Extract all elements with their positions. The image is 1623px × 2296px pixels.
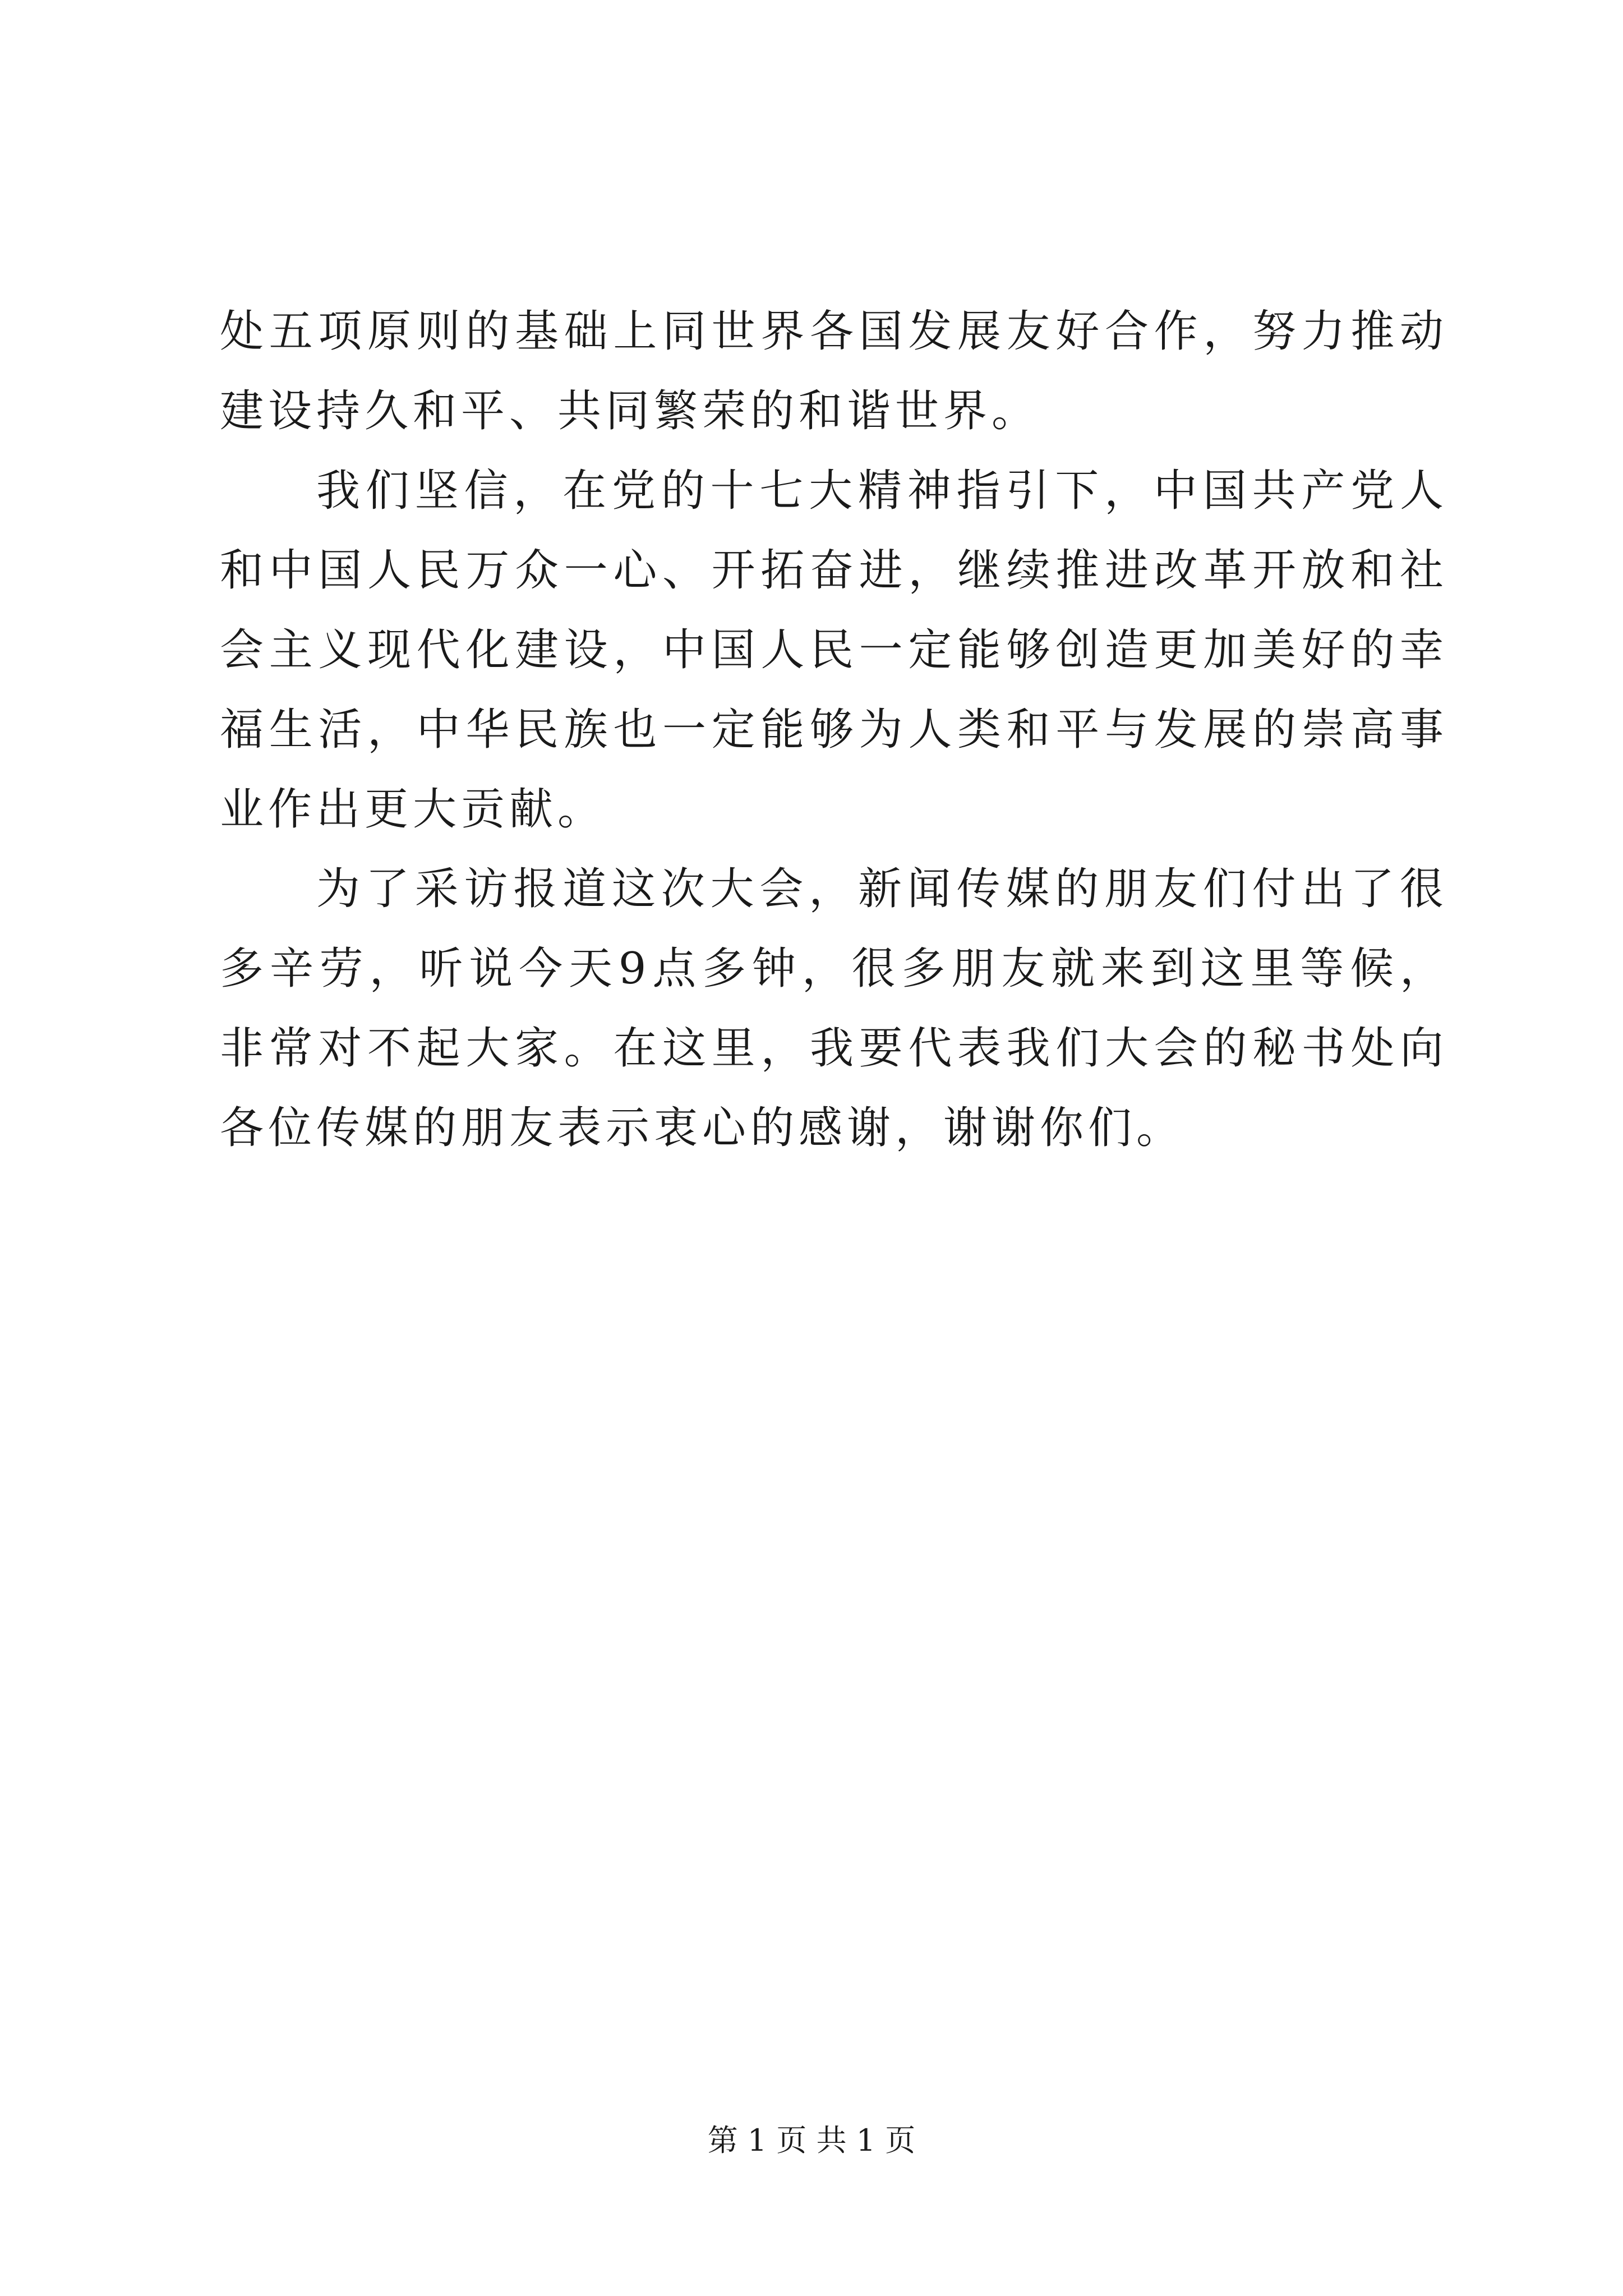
paragraph: 我们坚信，在党的十七大精神指引下，中国共产党人和中国人民万众一心、开拓奋进，继续推进改革开放和社会主义现代化建设，中国人民一定能够创造更加美好的幸福生活，中华民族也一定能够为人类和平与发展的崇高事业作出更大贡献。: [220, 466, 1448, 835]
paragraph-continuation: 处五项原则的基础上同世界各国发展友好合作，努力推动建设持久和平、共同繁荣的和谐世界。: [220, 306, 1448, 436]
page-number: 第 1 页 共 1 页: [707, 2123, 916, 2158]
page-footer: [0, 2118, 1623, 2163]
paragraph: 为了采访报道这次大会，新闻传媒的朋友们付出了很多辛劳，听说今天9点多钟，很多朋友就来到这里等候，非常对不起大家。在这里，我要代表我们大会的秘书处向各位传媒的朋友表示衷心的感谢，谢谢你们。: [220, 864, 1448, 1153]
document-body: [220, 292, 1448, 1168]
